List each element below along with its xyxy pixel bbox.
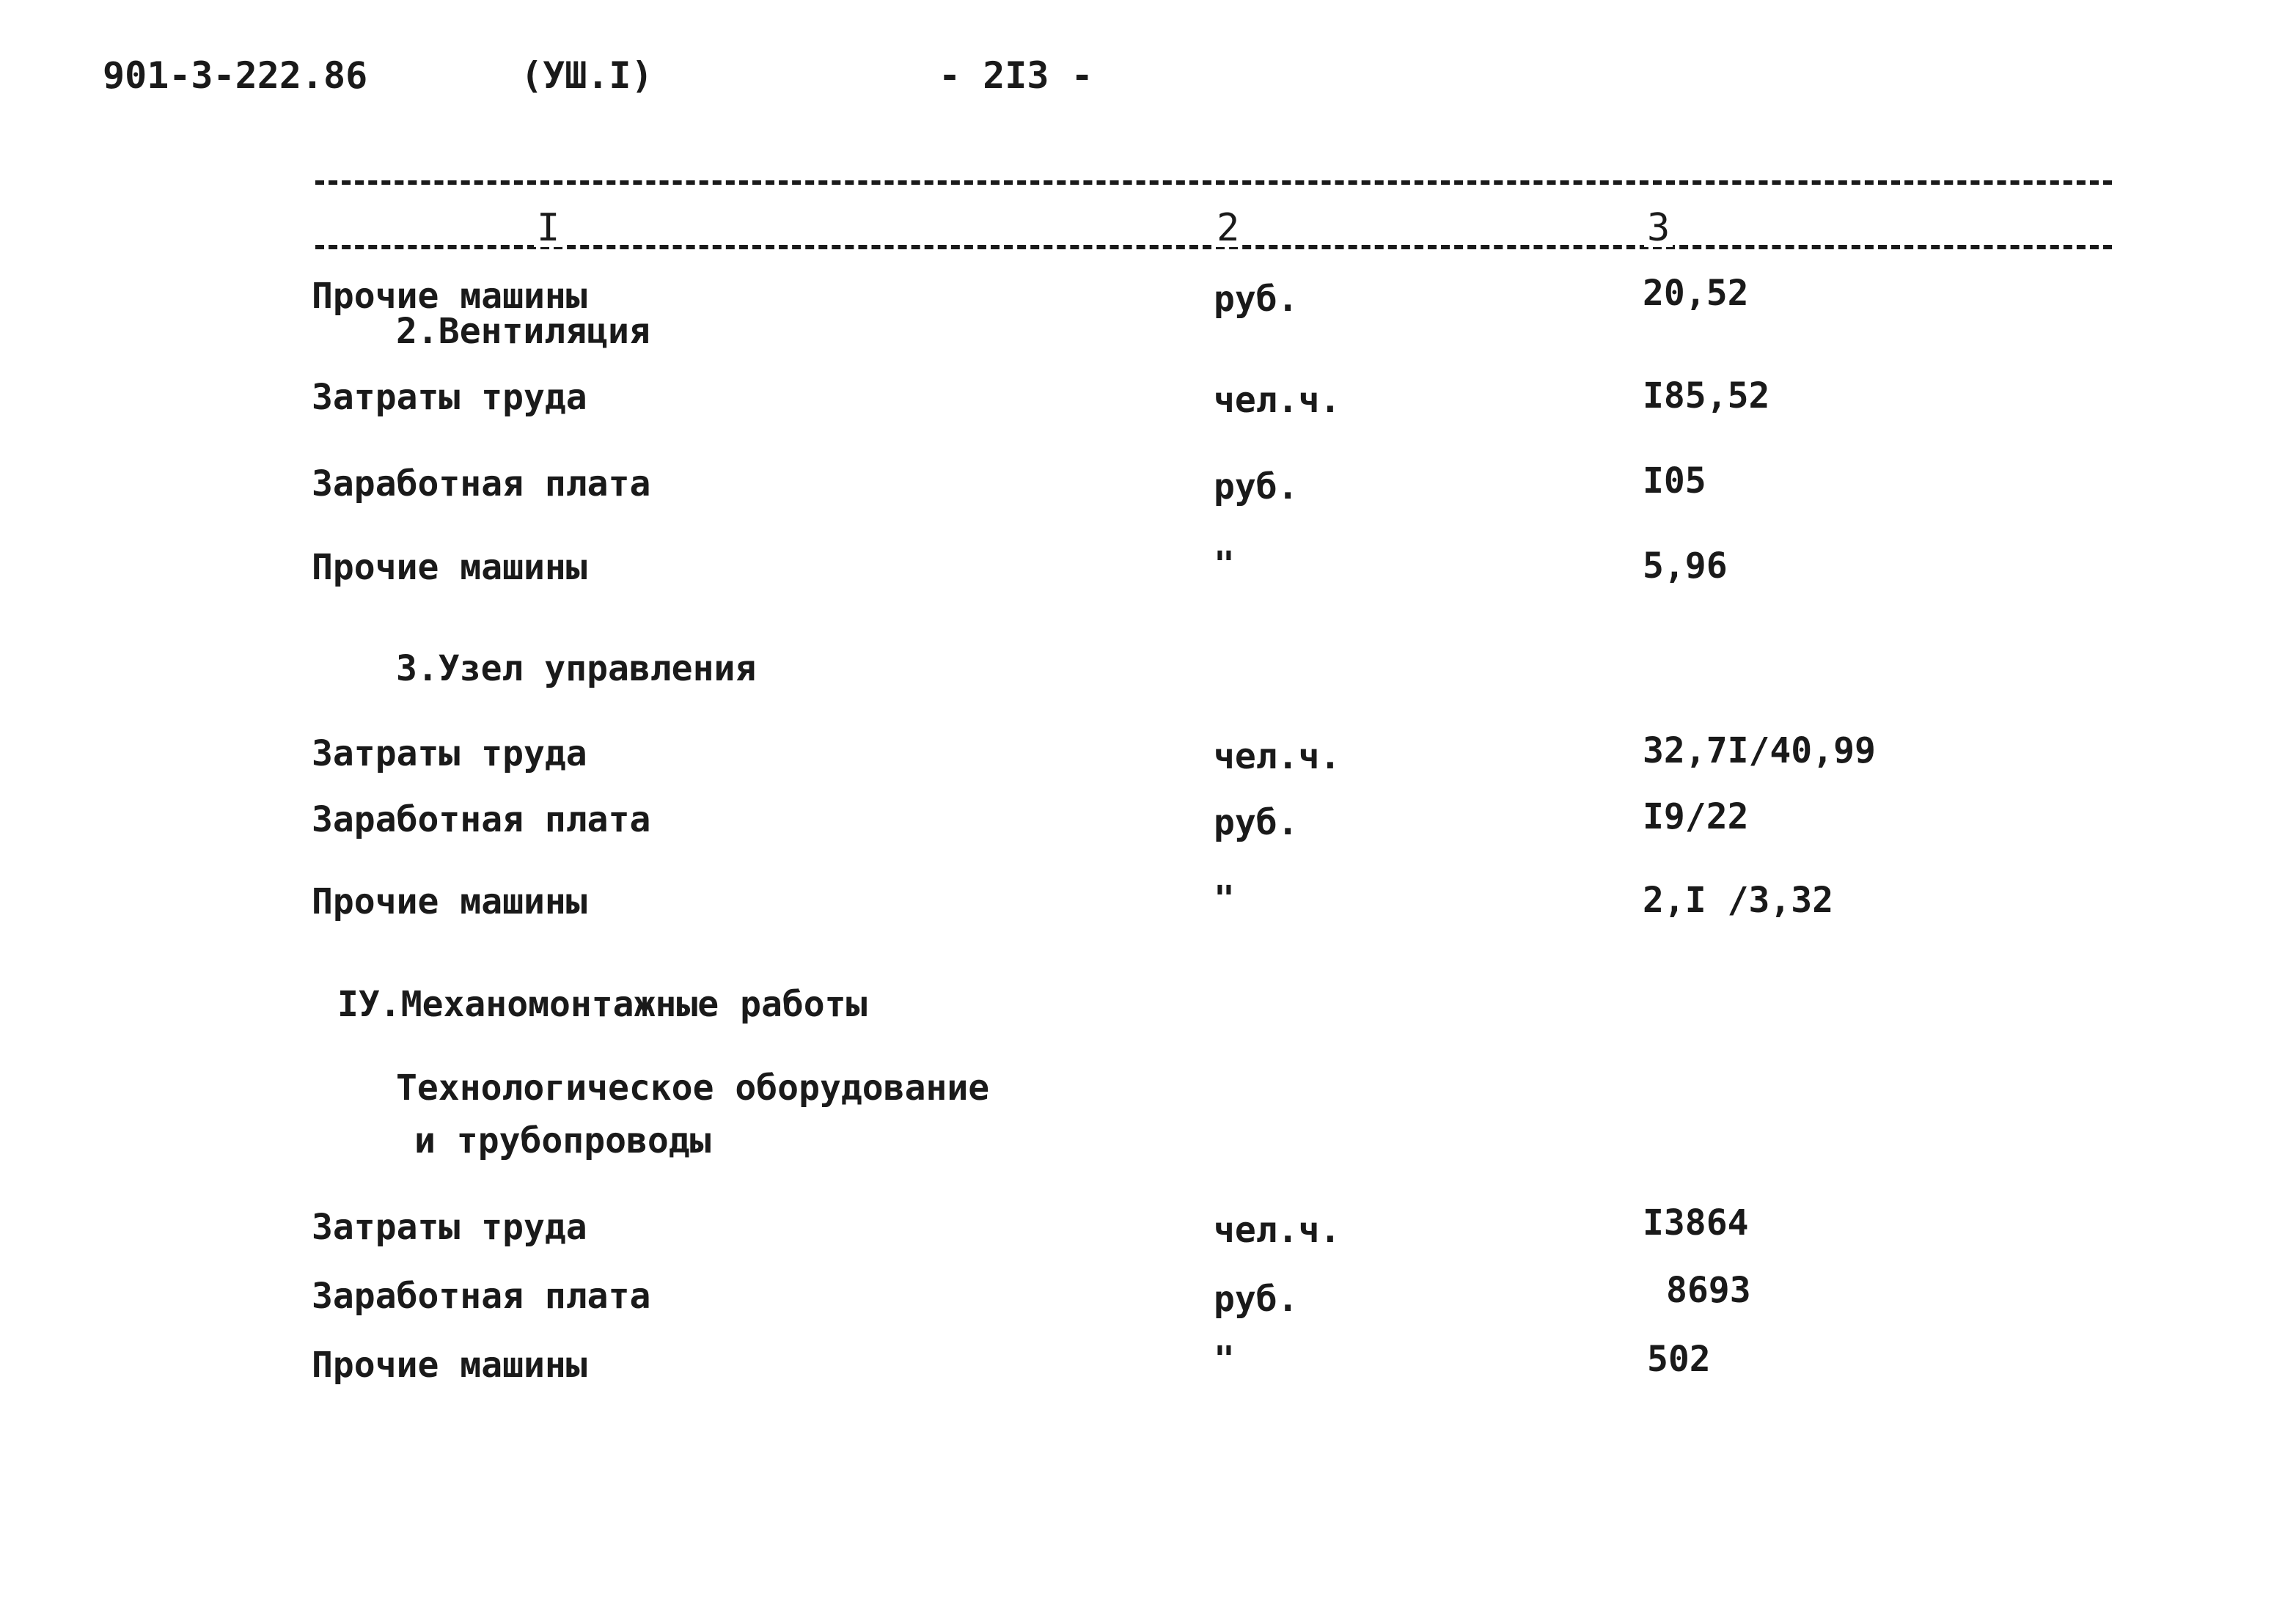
section-code: (УШ.I) <box>521 54 653 97</box>
row-label: Затраты труда <box>312 377 587 418</box>
row-unit: руб. <box>1214 802 1299 843</box>
section-heading: Технологическое оборудование <box>396 1068 990 1109</box>
document-code: 901-3-222.86 <box>103 54 368 97</box>
row-unit: чел.ч. <box>1214 1210 1341 1251</box>
row-label: Затраты труда <box>312 1207 587 1248</box>
section-heading: IУ.Механомонтажные работы <box>337 984 868 1025</box>
table-top-rule <box>315 180 2112 185</box>
row-value: 20,52 <box>1643 273 1749 314</box>
row-unit: чел.ч. <box>1214 380 1341 421</box>
section-heading: 2.Вентиляция <box>396 311 650 352</box>
row-value: I9/22 <box>1643 796 1749 837</box>
row-value: I85,52 <box>1643 375 1770 416</box>
row-label: Прочие машины <box>312 547 587 588</box>
column-header-1: I <box>534 209 562 247</box>
row-value: 2,I /3,32 <box>1643 880 1834 921</box>
row-label: Заработная плата <box>312 799 651 840</box>
row-label: Прочие машины <box>312 276 587 317</box>
row-label: Затраты труда <box>312 733 587 774</box>
row-value: 5,96 <box>1643 545 1728 587</box>
row-label: Заработная плата <box>312 463 651 504</box>
row-label: Прочие машины <box>312 881 587 922</box>
page-number: - 2I3 - <box>939 54 1093 97</box>
row-label: Прочие машины <box>312 1345 587 1386</box>
section-heading-continued: и трубопроводы <box>414 1120 711 1161</box>
column-header-2: 2 <box>1214 209 1242 247</box>
column-header-3: 3 <box>1644 209 1673 247</box>
row-unit: руб. <box>1214 466 1299 507</box>
row-value: I05 <box>1643 460 1706 501</box>
section-heading: 3.Узел управления <box>396 648 757 689</box>
row-unit: " <box>1214 878 1235 919</box>
row-unit: " <box>1214 1339 1235 1380</box>
row-unit: чел.ч. <box>1214 736 1341 777</box>
row-value: I3864 <box>1643 1202 1749 1243</box>
row-unit: " <box>1214 544 1235 585</box>
row-label: Заработная плата <box>312 1276 651 1317</box>
row-unit: руб. <box>1214 279 1299 320</box>
row-value: 502 <box>1647 1339 1711 1380</box>
row-unit: руб. <box>1214 1279 1299 1320</box>
row-value: 32,7I/40,99 <box>1643 730 1876 771</box>
row-value: 8693 <box>1666 1270 1751 1311</box>
